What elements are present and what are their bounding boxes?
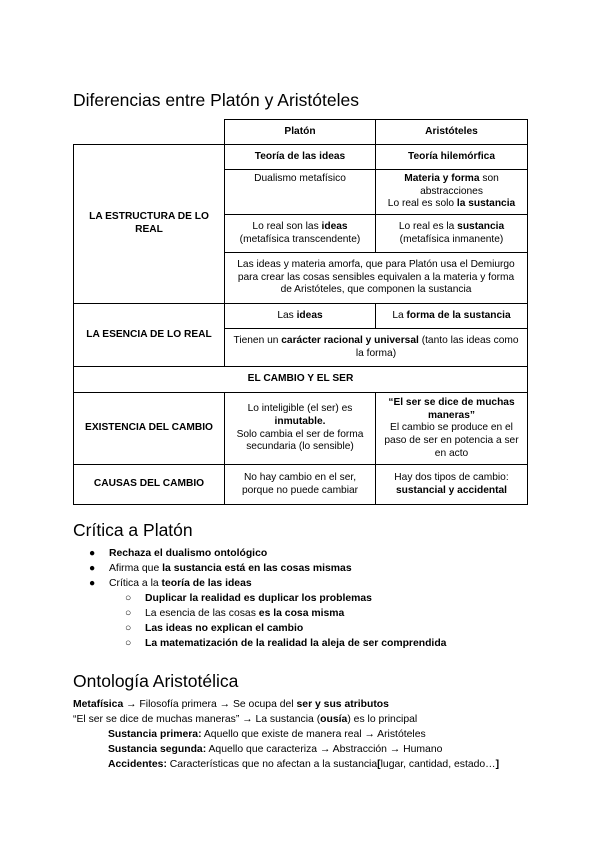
cell-platon-existencia <box>225 393 376 465</box>
list-item <box>73 606 446 621</box>
text-bold: inmutable. <box>274 415 326 427</box>
bullet-icon: ● <box>89 563 96 574</box>
text: ) <box>356 233 361 245</box>
text-line <box>73 712 499 727</box>
text: Aquello que caracteriza → Abstracción → Humano <box>206 744 443 755</box>
text: Solo cambia el ser de forma secundaria (lo sensible) <box>236 428 364 453</box>
table-row <box>74 145 528 170</box>
circle-bullet-icon: ○ <box>125 593 132 604</box>
list-item <box>73 621 446 636</box>
text: Lo real son las <box>252 220 322 232</box>
bullet-icon: ● <box>89 548 96 559</box>
cell-aristoteles-teoria: Teoría hilemórfica <box>376 145 528 170</box>
text: lugar, cantidad, estado… <box>380 759 496 770</box>
col-header-platon: Platón <box>225 120 376 145</box>
sub-list <box>109 591 446 651</box>
text: metafísica transcendente <box>243 233 357 245</box>
text: Tienen un <box>233 334 282 346</box>
text-bold: Metafísica <box>73 699 124 710</box>
critica-list <box>73 546 446 651</box>
text: Lo real es la <box>398 220 458 232</box>
table-row <box>74 367 528 393</box>
text: El cambio se produce en el paso de ser en potencia a ser en acto <box>384 422 519 459</box>
row-head-esencia: LA ESENCIA DE LO REAL <box>74 304 225 367</box>
list-item <box>73 546 446 561</box>
row-head-existencia: EXISTENCIA DEL CAMBIO <box>74 393 225 465</box>
text: (tanto las ideas como la forma) <box>355 334 519 359</box>
comparison-table <box>73 119 528 505</box>
text-bold: Accidentes: <box>108 759 167 770</box>
text-line <box>73 742 499 757</box>
cell-aristoteles-causas <box>376 465 528 505</box>
text: → Filosofía primera → Se ocupa del <box>123 699 297 710</box>
text-bold: “El ser se dice de muchas maneras” <box>388 396 515 421</box>
ontologia-body <box>73 697 499 772</box>
text: Lo real es solo <box>387 198 457 210</box>
text: son abstracciones <box>420 173 499 197</box>
cell-platon-teoria: Teoría de las ideas <box>225 145 376 170</box>
text-bold: ideas <box>321 220 348 232</box>
table-row <box>74 393 528 465</box>
cell-aristoteles-esencia <box>376 304 528 329</box>
text-bold: la sustancia está en las cosas mismas <box>162 563 352 574</box>
text: “El ser se dice de muchas maneras” → La sustancia ( <box>73 714 321 725</box>
text: Las <box>277 309 297 321</box>
col-header-aristoteles: Aristóteles <box>376 120 528 145</box>
text: Aquello que existe de manera real → Aristóteles <box>201 729 426 740</box>
list-item <box>73 561 446 576</box>
text-bold: ousía <box>320 714 348 725</box>
empty-corner-cell <box>74 120 225 145</box>
text-line <box>73 697 499 712</box>
circle-bullet-icon: ○ <box>125 623 132 634</box>
text-bold: Sustancia primera: <box>108 729 202 740</box>
text-line <box>73 727 499 742</box>
text: Hay dos tipos de cambio: <box>394 471 509 483</box>
cambio-header-cell: EL CAMBIO Y EL SER <box>74 367 528 393</box>
text-bold: ser y sus atributos <box>296 699 389 710</box>
section-title-critica: Crítica a Platón <box>73 520 193 540</box>
text: Crítica a la <box>109 578 162 589</box>
cell-platon-dualismo: Dualismo metafísico <box>225 170 376 215</box>
text-bold: ideas <box>296 309 323 321</box>
text: metafísica inmanente <box>403 233 500 245</box>
text-bold: sustancial y accidental <box>396 484 507 496</box>
text-bold: carácter racional y universal <box>281 334 419 346</box>
text: Lo inteligible (el ser) es <box>247 403 353 415</box>
cell-caracter <box>225 329 528 367</box>
text-bold: es la cosa misma <box>258 608 345 619</box>
text: Afirma que <box>109 563 163 574</box>
text: ) <box>499 233 504 245</box>
text-bold: Materia y forma <box>404 173 480 184</box>
text: Características que no afectan a la sustancia <box>166 759 378 770</box>
text-bold: la sustancia <box>456 198 516 210</box>
circle-bullet-icon: ○ <box>125 608 132 619</box>
text: ( <box>399 233 404 245</box>
cell-platon-real <box>225 215 376 253</box>
page-title: Diferencias entre Platón y Aristóteles <box>73 90 359 110</box>
text-bold: sustancia <box>457 220 505 232</box>
cell-aristoteles-materia <box>376 170 528 215</box>
text-bold: [ <box>377 759 381 770</box>
list-item <box>73 576 446 651</box>
text: La <box>392 309 407 321</box>
text-bold: forma de la sustancia <box>406 309 511 321</box>
cell-aristoteles-existencia <box>376 393 528 465</box>
section-title-ontologia: Ontología Aristotélica <box>73 671 239 691</box>
table-row <box>74 304 528 329</box>
list-item <box>73 636 446 651</box>
text-bold: teoría de las ideas <box>161 578 252 589</box>
list-item <box>73 591 446 606</box>
text-bold: Rechaza el dualismo ontológico <box>109 548 268 559</box>
cell-aristoteles-real <box>376 215 528 253</box>
circle-bullet-icon: ○ <box>125 638 132 649</box>
table-row <box>74 465 528 505</box>
table-header-row <box>74 120 528 145</box>
cell-platon-esencia <box>225 304 376 329</box>
cell-equivalencia: Las ideas y materia amorfa, que para Platón usa el Demiurgo para crear las cosas sensibles equivalen a la materia y forma de Aristóteles, que componen la sustancia <box>225 253 528 304</box>
text: ) es lo principal <box>347 714 418 725</box>
text: ( <box>239 233 244 245</box>
text-bold: ] <box>495 759 500 770</box>
row-head-estructura: LA ESTRUCTURA DE LO REAL <box>74 145 225 304</box>
bullet-icon: ● <box>89 578 96 589</box>
cell-platon-causas: No hay cambio en el ser, porque no puede cambiar <box>225 465 376 505</box>
text-bold: La matematización de la realidad la aleja de ser comprendida <box>145 638 447 649</box>
row-head-causas: CAUSAS DEL CAMBIO <box>74 465 225 505</box>
text: La esencia de las cosas <box>145 608 259 619</box>
text-line <box>73 757 499 772</box>
text-bold: Sustancia segunda: <box>108 744 207 755</box>
text-bold: Las ideas no explican el cambio <box>145 623 304 634</box>
text-bold: Duplicar la realidad es duplicar los problemas <box>145 593 372 604</box>
